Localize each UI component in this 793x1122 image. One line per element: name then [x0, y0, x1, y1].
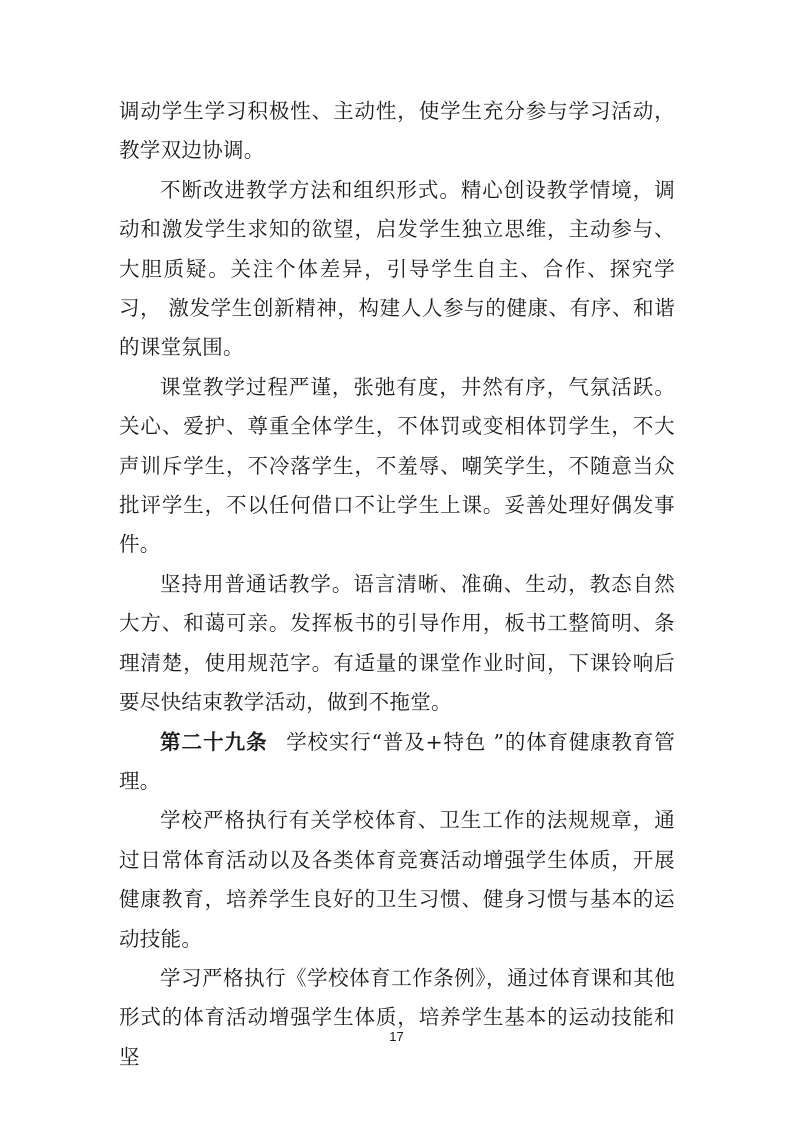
page-number: 17 [389, 1029, 404, 1044]
article-heading: 第二十九条 [160, 729, 268, 754]
paragraph-mandarin-teaching: 坚持用普通话教学。语言清晰、准确、生动，教态自然大方、和蔼可亲。发挥板书的引导作用，板书工整简明、条理清楚，使用规范字。有适量的课堂作业时间，下课铃响后要尽快结束教学活动，做到不拖堂。 [119, 571, 675, 715]
paragraph-teaching-methods: 不断改进教学方法和组织形式。精心创设教学情境，调动和激发学生求知的欲望，启发学生独立思维，主动参与、大胆质疑。关注个体差异，引导学生自主、合作、探究学习， 激发学生创新精神，构建人人参与的健康、有序、和谐的课堂氛围。 [119, 177, 675, 360]
document-body [119, 92, 675, 1077]
paragraph-health-regulations: 学校严格执行有关学校体育、卫生工作的法规规章，通过日常体育活动以及各类体育竞赛活动增强学生体质，开展健康教育，培养学生良好的卫生习惯、健身习惯与基本的运动技能。 [119, 808, 675, 951]
paragraph-classroom-process: 课堂教学过程严谨，张弛有度，井然有序，气氛活跃。关心、爱护、尊重全体学生，不体罚或变相体罚学生，不大声训斥学生，不冷落学生，不羞辱、嘲笑学生，不随意当众批评学生，不以任何借口不让学生上课。妥善处理好偶发事件。 [119, 374, 675, 557]
paragraph-sports-regulations: 学习严格执行《学校体育工作条例》，通过体育课和其他形式的体育活动增强学生体质，培养学生基本的运动技能和坚 [119, 965, 675, 1069]
paragraph-continuation: 调动学生学习积极性、主动性，使学生充分参与学习活动，教学双边协调。 [119, 99, 675, 163]
article-paragraph [119, 723, 675, 802]
article-text: 学校实行“普及+特色 ”的体育健康教育管理。 [119, 729, 675, 793]
